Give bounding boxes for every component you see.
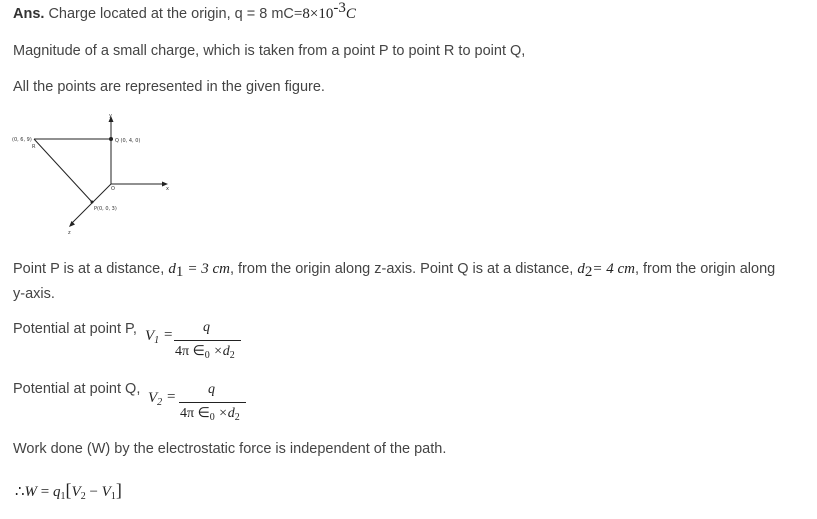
label-r-letter: R bbox=[32, 144, 36, 150]
paragraph-distances-line2: y-axis. bbox=[13, 286, 55, 302]
answer-equals: = bbox=[293, 6, 303, 22]
potential-q-numerator: q bbox=[208, 382, 215, 397]
work-v1-symbol: V bbox=[101, 484, 111, 500]
potential-q-formula bbox=[148, 378, 248, 426]
label-z-axis: z bbox=[68, 230, 71, 236]
paragraph-work-done: Work done (W) by the electrostatic force is independent of the path. bbox=[13, 441, 447, 457]
paragraph-figure-intro: All the points are represented in the given figure. bbox=[13, 79, 325, 95]
label-p-coords: P(0, 0, 3) bbox=[94, 206, 117, 212]
label-q-coords: Q (0, 4, 0) bbox=[115, 138, 141, 144]
potential-p-numerator: q bbox=[203, 320, 210, 335]
potential-q-fraction-bar bbox=[179, 402, 246, 403]
work-close-bracket: ] bbox=[115, 480, 122, 500]
potential-p-denominator: 4π $\in_0 \times d_2$ bbox=[175, 344, 235, 361]
d1-subscript: 1 bbox=[175, 264, 184, 280]
work-v2-subscript: 2 bbox=[80, 491, 86, 502]
potential-p-fraction-bar bbox=[174, 340, 241, 341]
answer-value-unit: C bbox=[345, 6, 356, 22]
work-open-bracket: [ bbox=[65, 480, 72, 500]
distances-text-c: , from the origin along bbox=[634, 261, 776, 277]
work-v1-subscript: 1 bbox=[110, 491, 116, 502]
answer-text: Charge located at the origin, q = 8 mC bbox=[48, 6, 294, 22]
label-x-axis: x bbox=[166, 186, 169, 192]
label-origin: O bbox=[111, 186, 115, 192]
potential-q-label: Potential at point Q, bbox=[13, 381, 141, 397]
v1-symbol: $V_1$ bbox=[145, 328, 160, 346]
distances-text-a: Point P is at a distance, bbox=[13, 261, 165, 277]
point-p-dot bbox=[91, 201, 94, 204]
z-axis-line bbox=[71, 184, 111, 224]
distances-text-b: , from the origin along z-axis. Point Q is at a distance, bbox=[229, 261, 574, 277]
answer-value-exponent: -3 bbox=[333, 0, 346, 16]
answer-label: Ans. bbox=[13, 6, 45, 22]
d2-symbol: d bbox=[577, 261, 585, 277]
work-minus: − bbox=[85, 484, 102, 500]
d1-value: = 3 cm bbox=[187, 261, 230, 277]
label-y-axis: y bbox=[109, 113, 112, 119]
d2-value: = 4 cm bbox=[592, 261, 635, 277]
work-equals: = bbox=[37, 484, 54, 500]
coordinate-figure bbox=[8, 112, 178, 237]
work-q-symbol: q bbox=[53, 484, 61, 500]
d1-symbol: d bbox=[168, 261, 176, 277]
work-equation bbox=[15, 480, 122, 501]
paragraph-distances bbox=[13, 261, 775, 278]
line-r-p bbox=[34, 139, 92, 202]
paragraph-charge-path: Magnitude of a small charge, which is taken from a point P to point R to point Q, bbox=[13, 43, 526, 59]
point-q-dot bbox=[109, 137, 113, 141]
work-symbol: W bbox=[24, 484, 38, 500]
label-r-coords: (0, 6, 9) bbox=[12, 137, 32, 143]
answer-value-base: 8×10 bbox=[302, 6, 334, 22]
work-v2-symbol: V bbox=[71, 484, 81, 500]
work-q-subscript: 1 bbox=[60, 491, 66, 502]
d2-subscript: 2 bbox=[584, 264, 593, 280]
v2-symbol: $V_2$ bbox=[148, 390, 163, 408]
potential-q-equals: = bbox=[167, 389, 176, 405]
therefore-symbol: ∴ bbox=[15, 484, 25, 500]
potential-p-equals: = bbox=[164, 327, 173, 343]
potential-p-label: Potential at point P, bbox=[13, 321, 137, 337]
z-axis-arrow-icon bbox=[69, 221, 75, 227]
potential-p-formula bbox=[145, 318, 245, 366]
potential-q-denominator: 4π $\in_0 \times d_2$ bbox=[180, 406, 240, 423]
answer-line bbox=[13, 0, 356, 23]
